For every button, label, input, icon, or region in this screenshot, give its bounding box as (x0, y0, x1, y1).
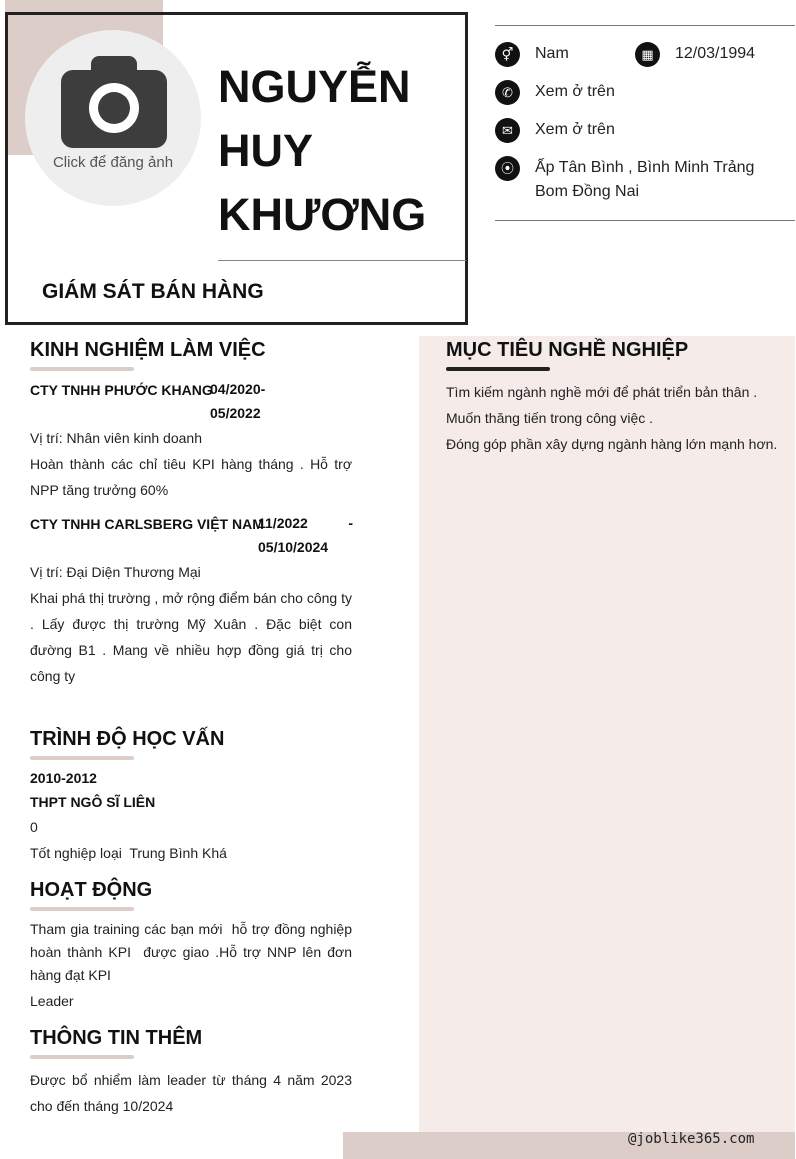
experience-period (258, 511, 353, 559)
education-period: 2010-2012 (30, 770, 97, 786)
objective-panel (419, 336, 795, 1159)
address-value: Ấp Tân Bình , Bình Minh Trảng Bom Đồng Nai (535, 159, 755, 200)
envelope-icon: ✉ (495, 118, 520, 143)
objective-line: Đóng góp phần xây dựng ngành hàng lớn mạnh hơn. (446, 436, 778, 452)
full-name (218, 55, 458, 247)
education-heading: TRÌNH ĐỘ HỌC VẤN (30, 728, 225, 750)
email-value: Xem ở trên (535, 121, 615, 138)
education-school: THPT NGÔ SĨ LIÊN (30, 794, 156, 810)
name-line: NGUYỄN (218, 61, 411, 112)
contact-top-divider (495, 25, 795, 26)
experience-description: Khai phá thị trường , mở rộng điểm bán cho công ty . Lấy được thị trường Mỹ Xuân . Đặc biệt con đường B1 . Mang về nhiều hợp đồng giá trị cho công ty (30, 590, 352, 684)
activities-description: Tham gia training các bạn mới hỗ trợ đồng nghiệp hoàn thành KPI được giao .Hỗ trợ NNP lên đơn hàng đạt KPI (30, 921, 356, 983)
activities-underline (30, 907, 134, 911)
extra-info-heading: THÔNG TIN THÊM (30, 1027, 203, 1049)
objective-underline (446, 367, 550, 371)
extra-info-underline (30, 1055, 134, 1059)
experience-heading: KINH NGHIỆM LÀM VIỆC (30, 339, 266, 361)
objective-heading: MỤC TIÊU NGHỀ NGHIỆP (446, 339, 689, 361)
camera-lens-inner-icon (98, 92, 130, 124)
objective-line: Muốn thăng tiến trong công việc . (446, 410, 654, 426)
avatar-upload-caption: Click để đăng ảnh (52, 154, 174, 171)
calendar-icon: ▦ (635, 42, 660, 67)
phone-value: Xem ở trên (535, 83, 615, 100)
name-line: KHƯƠNG (218, 189, 427, 240)
birthday-value: 12/03/1994 (675, 45, 756, 62)
period-dash: - (348, 515, 353, 531)
job-title: GIÁM SÁT BÁN HÀNG (42, 280, 264, 303)
gender-value: Nam (535, 45, 569, 62)
contact-bottom-divider (495, 220, 795, 221)
avatar-upload[interactable] (25, 30, 201, 206)
experience-company: CTY TNHH CARLSBERG VIỆT NAM (30, 516, 264, 532)
activities-role: Leader (30, 993, 74, 1009)
experience-underline (30, 367, 134, 371)
period-start: 11/2022 (258, 515, 308, 531)
education-note: Tốt nghiệp loại Trung Bình Khá (30, 845, 227, 861)
education-underline (30, 756, 134, 760)
gender-icon: ⚥ (495, 42, 520, 67)
education-score: 0 (30, 819, 38, 835)
phone-icon: ✆ (495, 80, 520, 105)
name-line: HUY (218, 125, 314, 176)
experience-period: 04/2020- 05/2022 (210, 381, 266, 421)
experience-position: Vị trí: Nhân viên kinh doanh (30, 430, 202, 446)
name-divider (218, 260, 466, 261)
activities-heading: HOẠT ĐỘNG (30, 879, 153, 901)
objective-line: Tìm kiếm ngành nghề mới để phát triển bản thân . (446, 384, 758, 400)
experience-company: CTY TNHH PHƯỚC KHANG (30, 382, 213, 398)
period-end: 05/10/2024 (258, 539, 329, 555)
experience-position: Vị trí: Đại Diện Thương Mại (30, 564, 201, 580)
extra-info-description: Được bổ nhiểm làm leader từ tháng 4 năm 2023 cho đến tháng 10/2024 (30, 1072, 352, 1114)
site-watermark: @joblike365.com (628, 1131, 755, 1147)
location-pin-icon: ⦿ (495, 156, 520, 181)
experience-description: Hoàn thành các chỉ tiêu KPI hàng tháng . Hỗ trợ NPP tăng trưởng 60% (30, 456, 352, 498)
